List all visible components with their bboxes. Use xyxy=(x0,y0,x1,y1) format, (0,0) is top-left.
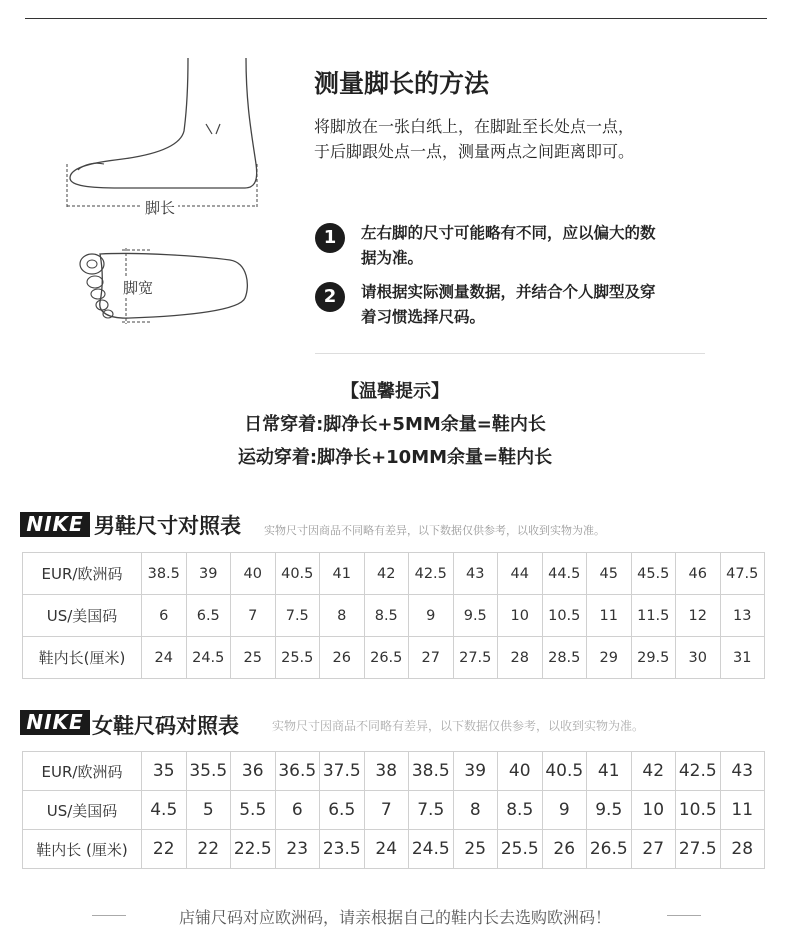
table-cell: 30 xyxy=(676,637,721,679)
tip-line: 据为准。 xyxy=(361,249,424,267)
tip-number-badge: 1 xyxy=(315,223,345,253)
tip-line: 左右脚的尺寸可能略有不同，应以偏大的数 xyxy=(361,224,656,242)
table-cell: 7.5 xyxy=(409,791,454,830)
nike-logo: NIKE xyxy=(20,512,90,537)
table-cell: 8 xyxy=(453,791,498,830)
table-cell: 45 xyxy=(587,553,632,595)
table-cell: 22 xyxy=(142,830,187,869)
foot-sole-illustration xyxy=(70,246,255,326)
table-cell: 7 xyxy=(231,595,276,637)
measure-title: 测量脚长的方法 xyxy=(314,69,490,98)
table-cell: 40 xyxy=(498,752,543,791)
table-cell: 23 xyxy=(275,830,320,869)
table-cell: 43 xyxy=(720,752,765,791)
table-cell: 28.5 xyxy=(542,637,587,679)
measure-desc-line: 将脚放在一张白纸上，在脚趾至长处点一点， xyxy=(314,117,635,136)
table-cell: 9.5 xyxy=(453,595,498,637)
foot-side-illustration xyxy=(60,56,270,216)
table-cell: 8.5 xyxy=(364,595,409,637)
table-cell: 31 xyxy=(720,637,765,679)
measure-description xyxy=(314,114,734,164)
table-row xyxy=(23,595,765,637)
table-cell: 4.5 xyxy=(142,791,187,830)
table-cell: 39 xyxy=(453,752,498,791)
table-cell: 9.5 xyxy=(587,791,632,830)
men-chart-title: 男鞋尺寸对照表 xyxy=(94,514,241,538)
table-cell: 8 xyxy=(320,595,365,637)
tip-text xyxy=(361,280,711,330)
row-header: EUR/欧洲码 xyxy=(23,752,142,791)
table-row xyxy=(23,637,765,679)
table-cell: 36 xyxy=(231,752,276,791)
table-cell: 7.5 xyxy=(275,595,320,637)
table-row xyxy=(23,752,765,791)
table-cell: 26.5 xyxy=(587,830,632,869)
table-cell: 28 xyxy=(720,830,765,869)
table-cell: 42.5 xyxy=(409,553,454,595)
row-header: US/美国码 xyxy=(23,791,142,830)
row-header: EUR/欧洲码 xyxy=(23,553,142,595)
table-cell: 12 xyxy=(676,595,721,637)
warm-tip-line: 运动穿着:脚净长+10MM余量=鞋内长 xyxy=(237,447,553,468)
table-cell: 9 xyxy=(409,595,454,637)
warm-tip-line: 日常穿着:脚净长+5MM余量=鞋内长 xyxy=(244,414,546,435)
table-cell: 13 xyxy=(720,595,765,637)
nike-logo: NIKE xyxy=(20,710,90,735)
table-cell: 41 xyxy=(587,752,632,791)
women-chart-title: 女鞋尺码对照表 xyxy=(92,714,239,738)
table-cell: 24 xyxy=(142,637,187,679)
table-cell: 43 xyxy=(453,553,498,595)
table-cell: 42 xyxy=(364,553,409,595)
foot-width-label: 脚宽 xyxy=(120,277,156,298)
table-cell: 26.5 xyxy=(364,637,409,679)
women-chart-note: 实物尺寸因商品不同略有差异，以下数据仅供参考，以收到实物为准。 xyxy=(272,719,645,733)
table-cell: 40 xyxy=(231,553,276,595)
table-cell: 41 xyxy=(320,553,365,595)
table-row xyxy=(23,830,765,869)
table-cell: 27 xyxy=(631,830,676,869)
table-cell: 38.5 xyxy=(409,752,454,791)
table-cell: 7 xyxy=(364,791,409,830)
table-cell: 37.5 xyxy=(320,752,365,791)
table-cell: 44.5 xyxy=(542,553,587,595)
table-cell: 38.5 xyxy=(142,553,187,595)
table-cell: 26 xyxy=(320,637,365,679)
table-cell: 11 xyxy=(720,791,765,830)
table-cell: 5 xyxy=(186,791,231,830)
table-cell: 25 xyxy=(231,637,276,679)
table-cell: 40.5 xyxy=(542,752,587,791)
row-header: US/美国码 xyxy=(23,595,142,637)
table-cell: 27.5 xyxy=(676,830,721,869)
tip-line: 请根据实际测量数据，并结合个人脚型及穿 xyxy=(361,283,656,301)
table-cell: 5.5 xyxy=(231,791,276,830)
tip-text xyxy=(361,221,711,271)
table-cell: 23.5 xyxy=(320,830,365,869)
table-cell: 45.5 xyxy=(631,553,676,595)
table-cell: 11 xyxy=(587,595,632,637)
table-cell: 9 xyxy=(542,791,587,830)
table-cell: 11.5 xyxy=(631,595,676,637)
men-chart-note: 实物尺寸因商品不同略有差异，以下数据仅供参考，以收到实物为准。 xyxy=(264,524,605,537)
table-cell: 27 xyxy=(409,637,454,679)
table-cell: 10.5 xyxy=(676,791,721,830)
table-cell: 40.5 xyxy=(275,553,320,595)
table-cell: 46 xyxy=(676,553,721,595)
table-cell: 25.5 xyxy=(498,830,543,869)
tip-line: 着习惯选择尺码。 xyxy=(361,308,486,326)
foot-length-label: 脚长 xyxy=(142,197,178,218)
table-row xyxy=(23,791,765,830)
table-cell: 27.5 xyxy=(453,637,498,679)
table-cell: 26 xyxy=(542,830,587,869)
row-header: 鞋内长 (厘米) xyxy=(23,830,142,869)
table-cell: 35.5 xyxy=(186,752,231,791)
table-cell: 28 xyxy=(498,637,543,679)
table-cell: 22 xyxy=(186,830,231,869)
table-cell: 35 xyxy=(142,752,187,791)
tip-item xyxy=(315,280,715,330)
table-cell: 24.5 xyxy=(409,830,454,869)
footer-note: 店铺尺码对应欧洲码，请亲根据自己的鞋内长去选购欧洲码！ xyxy=(178,908,611,927)
table-cell: 29 xyxy=(587,637,632,679)
table-cell: 10.5 xyxy=(542,595,587,637)
table-cell: 6 xyxy=(142,595,187,637)
table-cell: 24.5 xyxy=(186,637,231,679)
warm-tip-heading: 【温馨提示】 xyxy=(341,381,449,402)
men-size-table xyxy=(22,552,765,679)
table-cell: 25.5 xyxy=(275,637,320,679)
table-cell: 38 xyxy=(364,752,409,791)
table-cell: 29.5 xyxy=(631,637,676,679)
tip-item xyxy=(315,221,715,271)
table-cell: 24 xyxy=(364,830,409,869)
table-cell: 10 xyxy=(631,791,676,830)
table-cell: 47.5 xyxy=(720,553,765,595)
top-divider xyxy=(25,18,767,19)
table-cell: 42.5 xyxy=(676,752,721,791)
table-cell: 25 xyxy=(453,830,498,869)
table-cell: 6 xyxy=(275,791,320,830)
table-cell: 39 xyxy=(186,553,231,595)
table-cell: 8.5 xyxy=(498,791,543,830)
table-row xyxy=(23,553,765,595)
section-divider xyxy=(315,353,705,354)
table-cell: 10 xyxy=(498,595,543,637)
table-cell: 6.5 xyxy=(186,595,231,637)
table-cell: 36.5 xyxy=(275,752,320,791)
table-cell: 6.5 xyxy=(320,791,365,830)
tip-number-badge: 2 xyxy=(315,282,345,312)
table-cell: 22.5 xyxy=(231,830,276,869)
table-cell: 42 xyxy=(631,752,676,791)
measure-desc-line: 于后脚跟处点一点，测量两点之间距离即可。 xyxy=(314,142,635,161)
women-size-table xyxy=(22,751,765,869)
table-cell: 44 xyxy=(498,553,543,595)
row-header: 鞋内长(厘米) xyxy=(23,637,142,679)
